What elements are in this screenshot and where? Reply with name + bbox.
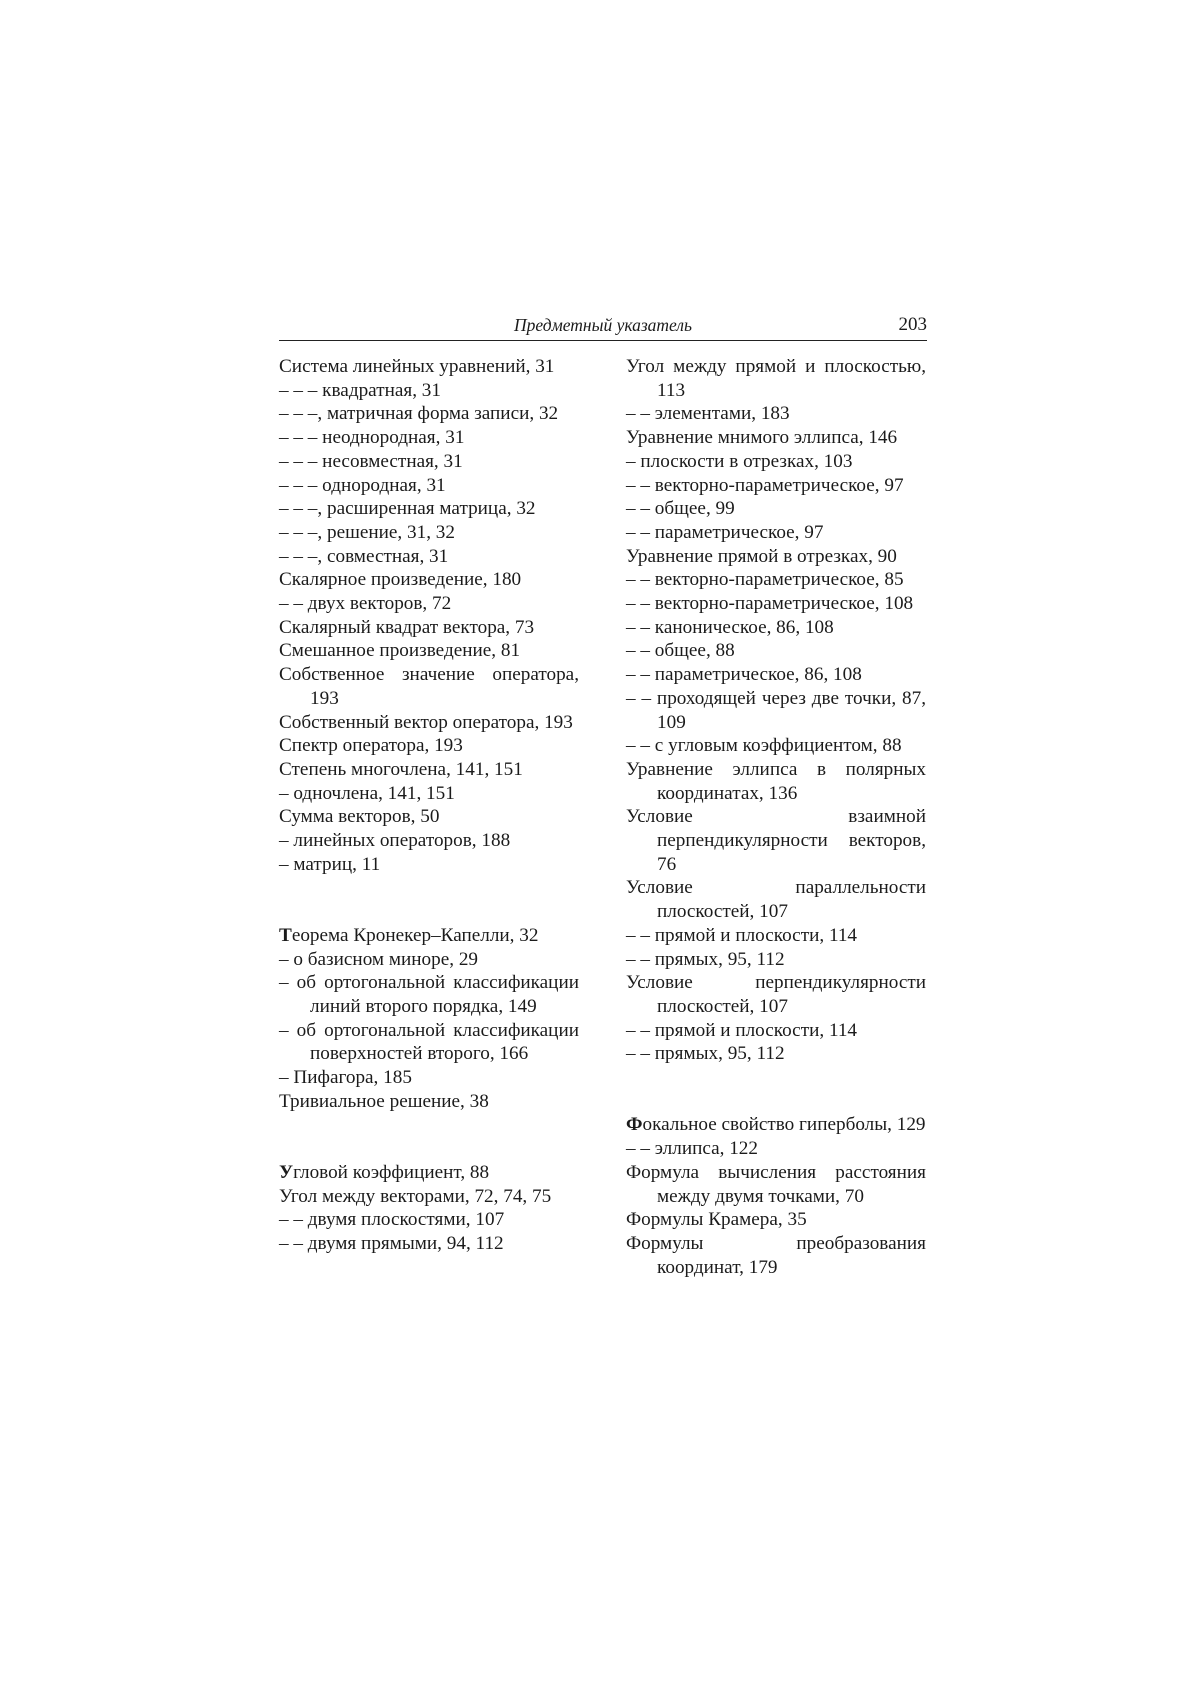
index-entry <box>626 426 926 450</box>
index-entry <box>279 450 579 474</box>
section-gap <box>626 1066 926 1113</box>
entry-text: – – прямых, 95, 112 <box>626 948 785 970</box>
running-title: Предметный указатель <box>514 315 692 335</box>
entry-text: – – –, расширенная матрица, 32 <box>279 498 536 520</box>
section-gap <box>279 876 579 923</box>
entry-text: Тривиальное решение, 38 <box>279 1090 489 1112</box>
entry-text: – – с угловым коэффициентом, 88 <box>626 735 902 757</box>
entry-text: Формула вычисления расстояния между двумя точками, 70 <box>626 1161 926 1207</box>
index-entry <box>626 876 926 923</box>
index-entry <box>626 1042 926 1066</box>
entry-text: Уравнение мнимого эллипса, 146 <box>626 427 898 449</box>
index-entry <box>279 379 579 403</box>
entry-text: – – – однородная, 31 <box>279 474 446 496</box>
entry-text: – – векторно-параметрическое, 108 <box>626 593 914 615</box>
index-entry <box>279 497 579 521</box>
entry-text: – – прямой и плоскости, 114 <box>626 924 858 946</box>
entry-text: Смешанное произведение, 81 <box>279 640 521 662</box>
index-entry <box>626 805 926 876</box>
entry-text: – – двумя прямыми, 94, 112 <box>279 1232 504 1254</box>
entry-text: – – –, матричная форма записи, 32 <box>279 403 559 425</box>
index-entry <box>626 971 926 1018</box>
entry-text: Формулы Крамера, 35 <box>626 1209 807 1231</box>
index-entry <box>626 1019 926 1043</box>
index-entry <box>279 568 579 592</box>
index-entry <box>626 402 926 426</box>
index-entry <box>626 639 926 663</box>
index-entry <box>279 639 579 663</box>
index-entry <box>279 948 579 972</box>
index-entry <box>279 616 579 640</box>
entry-text: Скалярный квадрат вектора, 73 <box>279 616 535 638</box>
section-initial: Ф <box>626 1114 643 1136</box>
entry-text: окальное свойство гиперболы, 129 <box>642 1114 926 1136</box>
entry-text: Собственный вектор оператора, 193 <box>279 711 573 733</box>
index-entry <box>279 1090 579 1114</box>
entry-text: гловой коэффициент, 88 <box>293 1161 490 1183</box>
entry-text: Угол между прямой и плоскостью, 113 <box>626 356 926 401</box>
page-number: 203 <box>898 314 927 335</box>
index-entry <box>626 1113 926 1137</box>
index-entry <box>279 853 579 877</box>
right-column <box>626 355 926 1279</box>
entry-text: Уравнение эллипса в полярных координатах, 136 <box>626 758 926 804</box>
section-gap <box>279 1113 579 1160</box>
index-entry <box>626 521 926 545</box>
entry-text: – – –, совместная, 31 <box>279 545 449 567</box>
index-entry <box>279 1232 579 1256</box>
index-entry <box>279 758 579 782</box>
index-entry <box>626 450 926 474</box>
entry-text: еорема Кронекер–Капелли, 32 <box>291 924 539 946</box>
entry-text: Сумма векторов, 50 <box>279 806 440 828</box>
index-entry <box>626 1232 926 1279</box>
entry-text: Формулы преобразования координат, 179 <box>626 1233 926 1278</box>
index-entry <box>279 1208 579 1232</box>
entry-text: – – – несовместная, 31 <box>279 450 463 472</box>
index-entry <box>279 971 579 1018</box>
index-entry <box>626 924 926 948</box>
entry-text: – об ортогональной классификации поверхностей второго, 166 <box>279 1019 579 1065</box>
entry-text: Собственное значение оператора, 193 <box>279 664 579 709</box>
entry-text: – – общее, 88 <box>626 640 735 662</box>
index-entry <box>626 1137 926 1161</box>
entry-text: – Пифагора, 185 <box>279 1067 412 1089</box>
entry-text: – об ортогональной классификации линий второго порядка, 149 <box>279 972 579 1017</box>
index-entry <box>279 1019 579 1066</box>
index-entry <box>626 1208 926 1232</box>
entry-text: – плоскости в отрезках, 103 <box>626 450 853 472</box>
entry-text: Уравнение прямой в отрезках, 90 <box>626 545 897 567</box>
index-entry <box>626 592 926 616</box>
index-entry <box>279 711 579 735</box>
index-entry <box>279 474 579 498</box>
entry-text: Условие перпендикулярности плоскостей, 107 <box>626 972 926 1017</box>
entry-text: Условие взаимной перпендикулярности векторов, 76 <box>626 806 926 875</box>
index-entry <box>279 782 579 806</box>
index-entry <box>626 568 926 592</box>
entry-text: – – прямой и плоскости, 114 <box>626 1019 858 1041</box>
index-entry <box>279 924 579 948</box>
running-header <box>279 313 927 341</box>
entry-text: – – каноническое, 86, 108 <box>626 616 834 638</box>
section-initial: У <box>279 1161 294 1183</box>
index-entry <box>626 734 926 758</box>
index-entry <box>279 1066 579 1090</box>
index-entry <box>279 1161 579 1185</box>
entry-text: Условие параллельности плоскостей, 107 <box>626 877 926 923</box>
index-entry <box>626 545 926 569</box>
index-entry <box>626 663 926 687</box>
index-entry <box>279 355 579 379</box>
index-entry <box>279 829 579 853</box>
entry-text: – – прямых, 95, 112 <box>626 1043 785 1065</box>
entry-text: Скалярное произведение, 180 <box>279 569 522 591</box>
index-entry <box>626 687 926 734</box>
entry-text: – – эллипса, 122 <box>626 1138 758 1160</box>
entry-text: – – векторно-параметрическое, 97 <box>626 474 904 496</box>
index-entry <box>279 1185 579 1209</box>
index-entry <box>626 355 926 402</box>
entry-text: – – – неоднородная, 31 <box>279 427 465 449</box>
entry-text: Спектр оператора, 193 <box>279 735 463 757</box>
entry-text: – – векторно-параметрическое, 85 <box>626 569 904 591</box>
entry-text: – матриц, 11 <box>279 853 381 875</box>
entry-text: – – двумя плоскостями, 107 <box>279 1209 505 1231</box>
index-entry <box>626 948 926 972</box>
entry-text: – – – квадратная, 31 <box>279 379 441 401</box>
index-entry <box>626 758 926 805</box>
entry-text: – линейных операторов, 188 <box>279 830 511 852</box>
index-entry <box>279 545 579 569</box>
index-entry <box>279 663 579 710</box>
index-entry <box>626 474 926 498</box>
index-entry <box>279 734 579 758</box>
entry-text: – – проходящей через две точки, 87, 109 <box>626 687 926 733</box>
section-initial: Т <box>279 924 292 946</box>
index-entry <box>626 497 926 521</box>
left-column <box>279 355 579 1256</box>
entry-text: Степень многочлена, 141, 151 <box>279 758 523 780</box>
entry-text: – – элементами, 183 <box>626 403 790 425</box>
index-page <box>279 313 927 1278</box>
entry-text: – о базисном миноре, 29 <box>279 948 479 970</box>
index-entry <box>279 592 579 616</box>
index-entry <box>279 521 579 545</box>
index-entry <box>279 426 579 450</box>
entry-text: – – общее, 99 <box>626 498 735 520</box>
index-entry <box>626 1161 926 1208</box>
index-entry <box>279 805 579 829</box>
entry-text: – одночлена, 141, 151 <box>279 782 455 804</box>
index-entry <box>626 616 926 640</box>
entry-text: Угол между векторами, 72, 74, 75 <box>279 1185 552 1207</box>
entry-text: – – двух векторов, 72 <box>279 593 452 615</box>
entry-text: Система линейных уравнений, 31 <box>279 356 555 377</box>
entry-text: – – –, решение, 31, 32 <box>279 521 455 543</box>
entry-text: – – параметрическое, 86, 108 <box>626 664 862 686</box>
index-entry <box>279 402 579 426</box>
entry-text: – – параметрическое, 97 <box>626 521 824 543</box>
